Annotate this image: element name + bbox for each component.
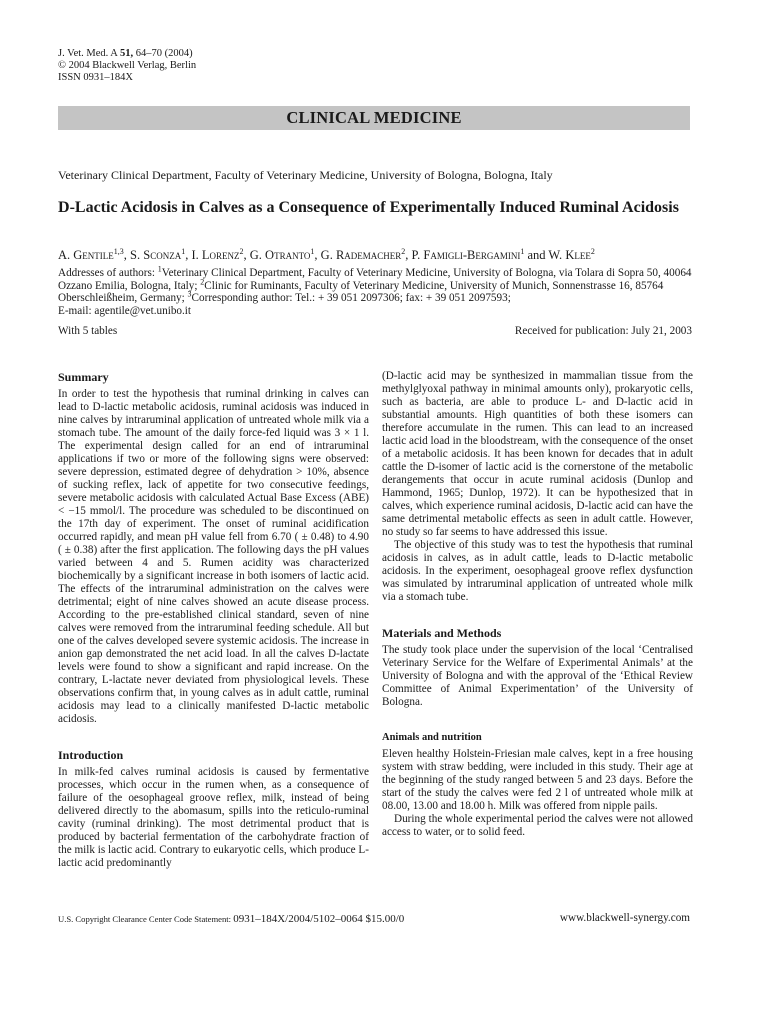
publisher-url[interactable]: www.blackwell-synergy.com xyxy=(559,912,690,924)
copyright-code: 0931–184X/2004/5102–0064 $15.00/0 xyxy=(233,913,405,925)
journal-volume: 51, xyxy=(119,48,134,59)
author-name: G. Otranto$^1$ xyxy=(249,246,315,262)
section-banner: CLINICAL MEDICINE xyxy=(58,106,690,130)
author-list: A. Gentile$^{1,3}$, S. Sconza$^1$, I. Lorenz$^2$, G. Otranto$^1$, G. Rademacher$^2$, P. Famigli-Bergamini$^1$ and W. Klee$^2$ xyxy=(58,246,595,262)
introduction-text: In milk-fed calves ruminal acidosis is caused by fermentative processes, which occur in the rumen when, as a consequence of failure of the oesophageal groove reflex, milk, instead of being delivered directly to the abomasum, spills into the reticulo-ruminal cavity (ruminal drinking). The most detrimental product that is produced by bacterial fermentation of the carbohydrate fraction of the milk is lactic acid. Contrary to eukaryotic cells, which produce L-lactic acid predominantly xyxy=(58,766,369,869)
introduction-heading: Introduction xyxy=(58,748,124,762)
author-name: W. Klee$^2$ xyxy=(548,246,595,262)
journal-issn: ISSN 0931–184X xyxy=(58,72,133,83)
journal-info xyxy=(58,48,196,84)
summary-text: In order to test the hypothesis that ruminal drinking in calves can lead to D-lactic metabolic acidosis, ruminal acidosis was induced in nine calves by intraruminal application of untreated whole milk via a stomach tube. The amount of the daily force-fed liquid was 3 × 1 l. The experimental design called for an end of intraruminal applications if two or more of the following signs were observed: severe depression, estimated degree of dehydration > 10%, absence of sucking reflex, lack of appetite for two consecutive feedings, severe metabolic acidosis with calculated Actual Base Excess (ABE) < −15 mmol/l. The procedure was scheduled to be discontinued on the 17th day of experiment. The onset of ruminal acidification occurred rapidly, and mean pH value fell from 6.70 ( ± 0.48) to 4.90 ( ± 0.38) after the first application. The following days the pH values varied between 4 and 5. Rumen acidity was characterized biochemically by a significant increase in both isomers of lactic acid. The effects of the intraruminal administration on the calves were detrimental; eight of nine calves showed an acute disease process. According to the pre-established clinical standard, seven of nine calves were removed from the intraruminal feeding schedule. All but one of the calves developed severe systemic acidosis. The increase in anion gap demonstrated the net acid load. In all the calves D-lactate levels were found to show a significant and rapid increase. On the contrary, L-lactate never deviated from physiological levels. These observations confirm that, in young calves as in adult cattle, ruminal acidosis may lead to a clinically manifested D-lactic metabolic acidosis. xyxy=(58,388,369,725)
journal-copyright: © 2004 Blackwell Verlag, Berlin xyxy=(58,60,197,71)
author-name: I. Lorenz$^2$ xyxy=(191,246,244,262)
tables-note: With 5 tables xyxy=(58,325,118,337)
author-name: P. Famigli-Bergamini$^1$ xyxy=(411,246,525,262)
animals-text-2: During the whole experimental period the calves were not allowed access to water, or to solid feed. xyxy=(382,813,693,838)
author-name: A. Gentile$^{1,3}$ xyxy=(58,246,124,262)
journal-citation: J. Vet. Med. A 51, 64–70 (2004) xyxy=(58,48,193,59)
received-date: Received for publication: July 21, 2003 xyxy=(514,325,692,337)
author-name: S. Sconza$^1$ xyxy=(130,246,186,262)
department: Veterinary Clinical Department, Faculty of Veterinary Medicine, University of Bologna, Bologna, Italy xyxy=(58,168,553,182)
left-column xyxy=(58,370,369,870)
objective-paragraph: The objective of this study was to test the hypothesis that ruminal acidosis in calves, as in adult cattle, leads to D-lactic metabolic acidosis. In the experiment, oesophageal groove reflex dysfunction was simulated by intraruminal application of untreated whole milk via a stomach tube. xyxy=(382,539,693,603)
right-column xyxy=(382,370,693,839)
methods-heading: Materials and Methods xyxy=(382,626,502,640)
copyright-statement: U.S. Copyright Clearance Center Code Statement: 0931–184X/2004/5102–0064 $15.00/0 xyxy=(58,913,405,925)
author-name: G. Rademacher$^2$ xyxy=(320,246,406,262)
summary-heading: Summary xyxy=(58,370,109,384)
introduction-continued: (D-lactic acid may be synthesized in mammalian tissue from the methylglyoxal pathway in minimal amounts only), prokaryotic cells, such as bacteria, are able to produce L- and D-lactic acid in substantial amounts. High quantities of both these isomers can therefore accumulate in the rumen. This can lead to an increased lactic acid load in the bloodstream, with the consequence of the onset of a metabolic acidosis. It has been known for decades that in adult cattle the D-isomer of lactic acid is the cornerstone of the metabolic derangements that occur in acute ruminal acidosis (Dunlop and Hammond, 1965; Dunlop, 1972). It can be hypothesized that in calves, which experience ruminal acidosis, D-lactic acid can have the same detrimental metabolic effects as seen in adult cattle. However, no study so far seems to have addressed this issue. xyxy=(382,370,693,538)
author-addresses: Addresses of authors: $^1$Veterinary Clinical Department, Faculty of Veterinary Medicine, University of Bologna, via Tolara di Sopra 50, 40064 Ozzano Emilia, Bologna, Italy; $^2$Clinic for Ruminants, Faculty of Veterinary Medicine, University of Munich, Sonnenstrasse 16, 85764 Oberschleißheim, Germany; $^3$Corresponding author: Tel.: + 39 051 2097306; fax: + 39 051 2097593; E-mail: agentile@vet.unibo.it xyxy=(58,264,692,317)
animals-heading: Animals and nutrition xyxy=(382,732,482,743)
author-email[interactable]: E-mail: agentile@vet.unibo.it xyxy=(58,304,192,317)
methods-text: The study took place under the supervision of the local ‘Centralised Veterinary Service for the Welfare of Experimental Animals’ at the University of Bologna and with the approval of the ‘Ethical Review Committee of Animal Experimentation’ of the University of Bologna. xyxy=(382,644,693,708)
article-title: D-Lactic Acidosis in Calves as a Consequence of Experimentally Induced Ruminal Acidosis xyxy=(58,199,679,216)
animals-text: Eleven healthy Holstein-Friesian male calves, kept in a free housing system with straw bedding, were included in this study. Their age at the beginning of the study ranged between 5 and 23 days. Before the start of the study the calves were fed 2 l of untreated whole milk at 08.00, 13.00 and 18.00 h. Milk was offered from nipple pails. xyxy=(382,748,693,812)
